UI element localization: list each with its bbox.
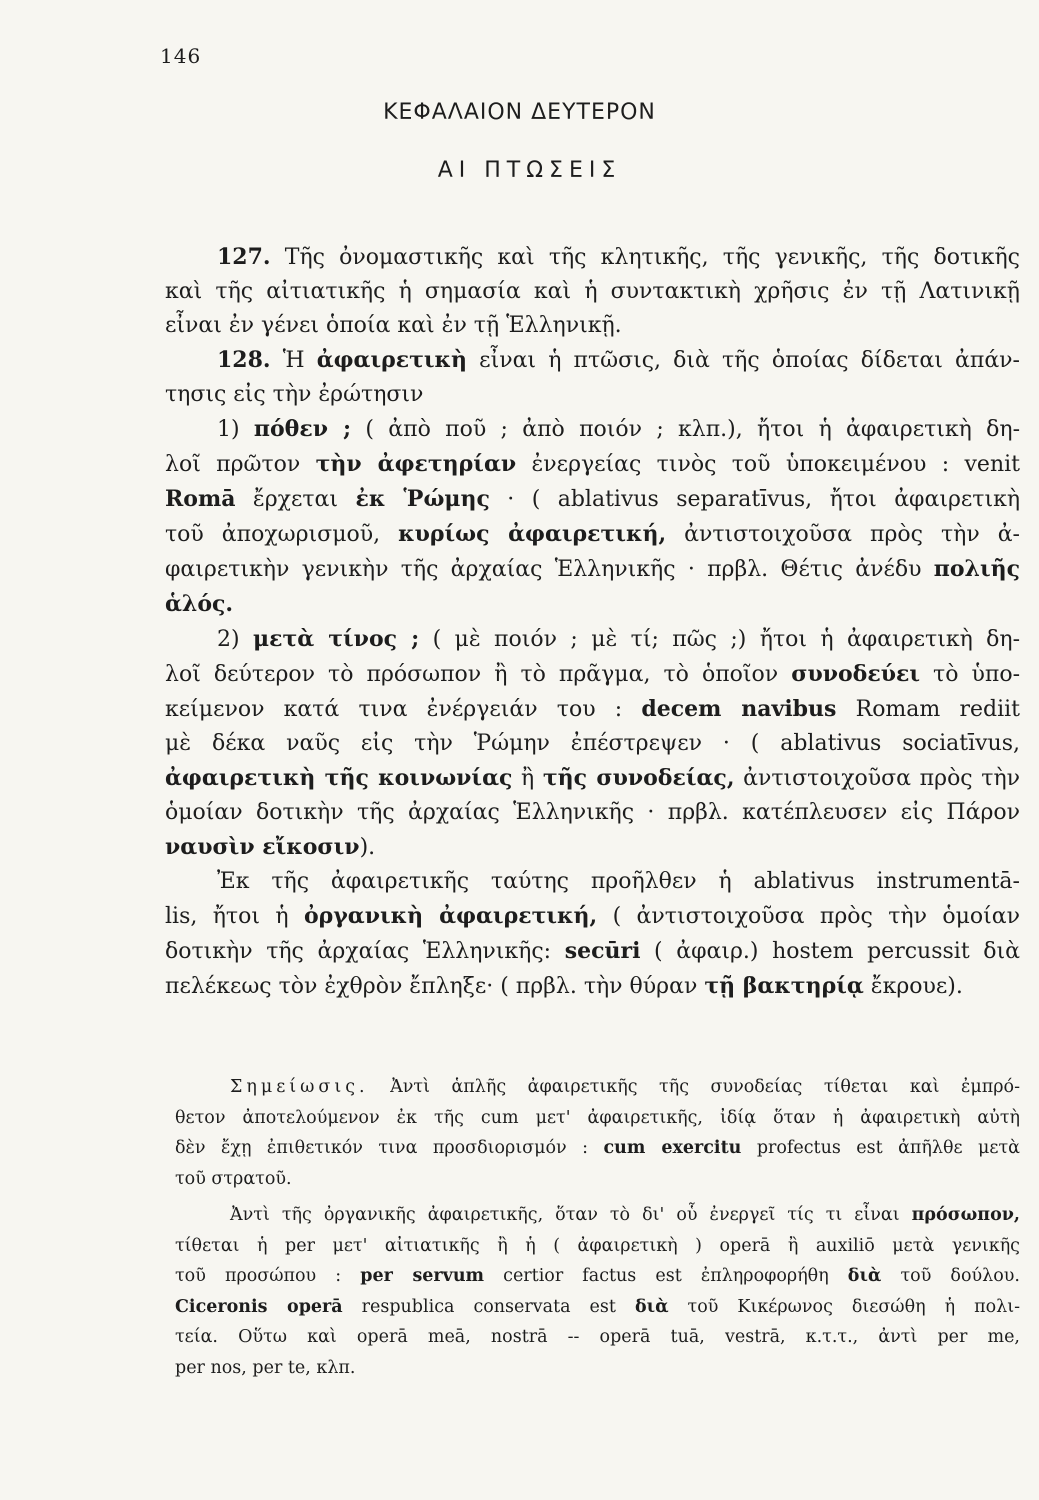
bold-text-segment: ἀφαιρετικὴ — [316, 347, 468, 373]
text-line — [165, 727, 1020, 761]
text-line — [175, 1292, 1020, 1323]
text-segment: 1) — [217, 417, 254, 442]
text-segment: εἶναι ἡ πτῶσις, διὰ τῆς ὁποίας δίδεται ἀπάν- — [467, 348, 1020, 373]
text-segment: Τῆς ὀνομαστικῆς καὶ τῆς κλητικῆς, τῆς γενικῆς, τῆς δοτικῆς — [270, 245, 1020, 270]
text-line — [165, 275, 1020, 309]
text-segment: τοῦ ἀποχωρισμοῦ, — [165, 522, 399, 547]
bold-text-segment: 128. — [217, 347, 271, 373]
text-segment: Romam rediit — [836, 697, 1020, 722]
text-segment: ἀντιστοιχοῦσα πρὸς τὴν ἀ- — [666, 522, 1020, 547]
text-segment: per nos, per te, κλπ. — [175, 1357, 356, 1378]
text-line — [175, 1200, 1020, 1231]
text-segment: λοῖ δεύτερον τὸ πρόσωπον ἢ τὸ πρᾶγμα, τὸ ὁποῖον — [165, 662, 792, 687]
text-line — [165, 412, 1020, 447]
body-text — [165, 240, 1020, 1004]
text-segment: λοῖ πρῶτον — [165, 452, 316, 477]
bold-text-segment: μετὰ τίνος ; — [252, 626, 420, 652]
text-segment: ( ἀφαιρ.) hostem percussit διὰ — [640, 939, 1020, 964]
bold-text-segment: πρόσωπον, — [911, 1205, 1020, 1225]
text-line — [165, 865, 1020, 899]
text-line — [165, 309, 1020, 343]
text-segment: ). — [359, 835, 376, 860]
text-segment: certior factus est ἐπληροφορήθη — [484, 1266, 848, 1286]
text-segment: τοῦ προσώπου : — [175, 1266, 361, 1286]
text-segment: ἀντιστοιχοῦσα πρὸς τὴν — [734, 766, 1020, 791]
text-line — [175, 1353, 1020, 1384]
text-segment: κείμενον κατά τινα ἐνέργειάν του : — [165, 697, 642, 722]
text-segment: Ἐκ τῆς ἀφαιρετικῆς ταύτης προῆλθεν ἡ ablativus instrumentā- — [217, 869, 1020, 894]
text-line — [165, 830, 1020, 865]
text-segment: μὲ δέκα ναῦς εἰς τὴν Ῥώμην ἐπέστρεψεν · ( ablativus sociatīvus, — [165, 731, 1020, 756]
text-line — [165, 240, 1020, 275]
bold-text-segment: Ciceronis operā — [175, 1296, 343, 1317]
text-segment: ( μὲ ποιόν ; μὲ τί; πῶς ;) ἤτοι ἡ ἀφαιρετικὴ δη- — [419, 627, 1020, 652]
bold-text-segment: τῇ βακτηρίᾳ — [704, 973, 864, 999]
text-line — [165, 378, 1020, 412]
text-segment: Ἡ — [270, 348, 317, 373]
bold-text-segment: πολιῆς — [933, 556, 1020, 582]
text-line — [165, 796, 1020, 830]
text-line — [175, 1164, 1020, 1195]
bold-text-segment: διὰ — [634, 1296, 669, 1317]
bold-text-segment: τὴν ἀφετηρίαν — [315, 451, 517, 477]
bold-text-segment: ἐκ Ῥώμης — [355, 486, 490, 512]
text-line — [175, 1133, 1020, 1164]
bold-text-segment: τῆς συνοδείας, — [542, 765, 735, 791]
text-line — [165, 482, 1020, 517]
text-segment: δοτικὴν τῆς ἀρχαίας Ἑλληνικῆς: — [165, 939, 565, 964]
text-segment: respublica conservata est — [342, 1296, 635, 1317]
text-segment: τὸ ὑπο- — [919, 662, 1020, 687]
text-segment: Σημείωσις. — [230, 1077, 369, 1097]
notes — [175, 1072, 1020, 1383]
bold-text-segment: ναυσὶν εἴκοσιν — [165, 834, 360, 860]
bold-text-segment: ἁλός. — [165, 591, 234, 617]
text-segment: τησις εἰς τὴν ἐρώτησιν — [165, 382, 424, 407]
text-line — [175, 1322, 1020, 1353]
text-segment: Ἀντὶ τῆς ὀργανικῆς ἀφαιρετικῆς, ὅταν τὸ δι' οὗ ἐνεργεῖ τίς τι εἶναι — [230, 1205, 912, 1225]
section-heading: ΑΙ ΠΤΩΣΕΙΣ — [437, 158, 622, 183]
text-segment: θετον ἀποτελούμενον ἐκ τῆς cum μετ' ἀφαιρετικῆς, ἰδίᾳ ὅταν ἡ ἀφαιρετικὴ αὐτὴ — [175, 1107, 1020, 1128]
text-line — [165, 343, 1020, 378]
text-line — [165, 969, 1020, 1004]
text-segment: τεία. Οὕτω καὶ operā meā, nostrā -- operā tuā, vestrā, κ.τ.τ., ἀντὶ per me, — [175, 1327, 1020, 1347]
text-segment: φαιρετικὴν γενικὴν τῆς ἀρχαίας Ἑλληνικῆς · πρβλ. Θέτις ἀνέδυ — [165, 557, 934, 582]
text-segment: · ( ablativus separatīvus, ἤτοι ἀφαιρετικὴ — [489, 487, 1020, 512]
bold-text-segment: cum exercitu — [603, 1138, 742, 1158]
bold-text-segment: συνοδεύει — [791, 661, 920, 687]
text-line — [165, 622, 1020, 657]
bold-text-segment: κυρίως ἀφαιρετική, — [398, 521, 667, 547]
text-segment: Ἀντὶ ἁπλῆς ἀφαιρετικῆς τῆς συνοδείας τίθεται καὶ ἐμπρό- — [368, 1077, 1020, 1097]
bold-text-segment: 127. — [217, 244, 271, 270]
bold-text-segment: ὀργανικὴ ἀφαιρετική, — [303, 903, 598, 929]
text-line — [165, 899, 1020, 934]
bold-text-segment: secūri — [564, 938, 641, 964]
text-line — [165, 517, 1020, 552]
text-segment: τίθεται ἡ per μετ' αἰτιατικῆς ἢ ἡ ( ἀφαιρετικὴ ) operā ἢ auxiliō μετὰ γενικῆς — [175, 1235, 1020, 1256]
bold-text-segment: πόθεν ; — [253, 416, 352, 442]
text-line — [175, 1231, 1020, 1262]
text-line — [165, 657, 1020, 692]
text-line — [165, 447, 1020, 482]
bold-text-segment: decem navibus — [641, 696, 837, 722]
text-segment: πελέκεως τὸν ἐχθρὸν ἔπληξε· ( πρβλ. τὴν θύραν — [165, 974, 705, 999]
bold-text-segment: per servum — [360, 1266, 485, 1286]
text-segment: τοῦ δούλου. — [881, 1266, 1020, 1286]
text-segment: τοῦ στρατοῦ. — [175, 1168, 292, 1189]
text-segment: δὲν ἔχῃ ἐπιθετικόν τινα προσδιορισμόν : — [175, 1138, 604, 1158]
text-segment: εἶναι ἐν γένει ὁποία καὶ ἐν τῇ Ἑλληνικῇ. — [165, 313, 622, 338]
text-line — [165, 552, 1020, 587]
text-segment: ἐνεργείας τινὸς τοῦ ὑποκειμένου : venit — [516, 452, 1020, 477]
bold-text-segment: Romā — [165, 486, 236, 512]
text-segment: ἢ — [512, 766, 543, 791]
text-segment: καὶ τῆς αἰτιατικῆς ἡ σημασία καὶ ἡ συντακτικὴ χρῆσις ἐν τῇ Λατινικῇ — [165, 279, 1020, 304]
text-segment: ( ἀπὸ ποῦ ; ἀπὸ ποιόν ; κλπ.), ἤτοι ἡ ἀφαιρετικὴ δη- — [351, 417, 1020, 442]
text-line — [165, 761, 1020, 796]
chapter-heading: ΚΕΦΑΛΑΙΟΝ ΔΕΥΤΕΡΟΝ — [383, 100, 656, 125]
text-segment: τοῦ Κικέρωνος διεσώθη ἡ πολι- — [668, 1296, 1020, 1317]
bold-text-segment: διὰ — [847, 1266, 882, 1286]
text-line — [165, 587, 1020, 622]
text-segment: ἔρχεται — [235, 487, 356, 512]
text-line — [175, 1103, 1020, 1134]
text-line — [175, 1072, 1020, 1103]
text-segment: ἔκρουε). — [863, 974, 963, 999]
text-segment: ὁμοίαν δοτικὴν τῆς ἀρχαίας Ἑλληνικῆς · πρβλ. κατέπλευσεν εἰς Πάρον — [165, 800, 1020, 825]
page-number: 146 — [160, 44, 202, 68]
text-segment: profectus est ἀπῆλθε μετὰ — [741, 1138, 1020, 1158]
text-line — [175, 1261, 1020, 1292]
text-segment: lis, ἤτοι ἡ — [165, 904, 304, 929]
text-segment: 2) — [217, 627, 253, 652]
text-line — [165, 934, 1020, 969]
bold-text-segment: ἀφαιρετικὴ τῆς κοινωνίας — [165, 765, 513, 791]
text-line — [165, 692, 1020, 727]
text-segment: ( ἀντιστοιχοῦσα πρὸς τὴν ὁμοίαν — [597, 904, 1020, 929]
